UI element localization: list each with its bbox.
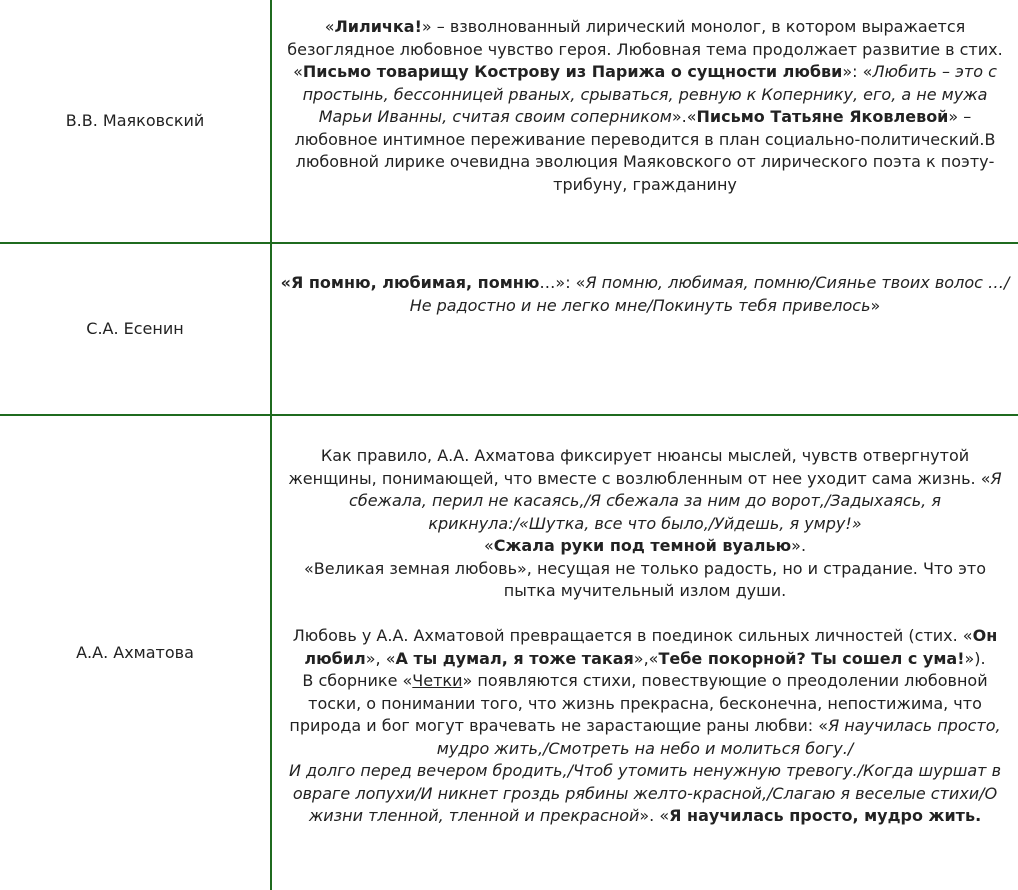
text-fragment: «: [483, 536, 494, 555]
text-fragment: «Великая земная любовь», несущая не только радость, но и страдание. Что это пытка мучительный излом души.: [303, 558, 987, 600]
quote: И долго перед вечером бродить,/Чтоб утомить ненужную тревогу./Когда шуршат в овраге лопухи/И никнет гроздь рябины желто-красной,/Слагаю я веселые стихи/О жизни тленной, тленной и прекрасной: [288, 761, 1002, 825]
work-title: Лиличка!: [334, 17, 422, 36]
text-fragment: »: «: [842, 62, 873, 81]
author-name: А.А. Ахматова: [76, 642, 194, 662]
text-fragment: В сборнике «: [302, 671, 413, 690]
work-title: Письмо товарищу Кострову из Парижа о сущности любви: [302, 62, 843, 81]
author-cell: [0, 243, 271, 415]
quote: Любить – это с простынь, бессонницей рваных, срываться, ревную к Копернику, его, а не мужа Марьи Иванны, считая своим соперником: [302, 62, 997, 126]
text-fragment: «: [324, 17, 335, 36]
paragraph-gap: [276, 603, 1014, 626]
text-fragment: ».: [791, 536, 807, 555]
quote: Я помню, любимая, помню/Сиянье твоих волос …/ Не радостно и не легко мне/Покинуть тебя привелось: [409, 273, 1010, 315]
text-fragment: » – любовное интимное переживание переводится в план социально-политический.В любовной лирике очевидна эволюция Маяковского от лирического поэта к поэту-трибуну, гражданину: [294, 107, 996, 194]
collection-link[interactable]: Четки: [412, 671, 463, 690]
author-name: В.В. Маяковский: [65, 110, 205, 130]
author-cell: [0, 0, 271, 243]
text-fragment: ».«: [671, 107, 697, 126]
text-fragment: », «: [365, 648, 396, 668]
quote: Я сбежала, перил не касаясь,/Я сбежала за ним до ворот,/Задыхаясь, я крикнула:/«Шутка, все что было,/Уйдешь, я умру!»: [349, 468, 1002, 533]
work-title: Письмо Татьяне Яковлевой: [696, 107, 949, 126]
work-title: А ты думал, я тоже такая: [395, 648, 634, 668]
author-name: С.А. Есенин: [86, 318, 184, 338]
text-fragment: Как правило, А.А. Ахматова фиксирует нюансы мыслей, чувств отвергнутой женщины, понимающей, что вместе с возлюбленным от нее уходит сама жизнь. «: [288, 446, 991, 488]
text-fragment: »).: [964, 648, 986, 668]
text-fragment: Любовь у А.А. Ахматовой превращается в поединок сильных личностей (стих. «: [292, 626, 973, 645]
text-fragment: »,«: [633, 648, 659, 668]
text-fragment: ». «: [639, 806, 670, 825]
work-title: «Я помню, любимая, помню: [280, 273, 540, 292]
content-cell: [271, 415, 1018, 890]
work-title: Я научилась просто, мудро жить.: [669, 806, 982, 825]
author-cell: [0, 415, 271, 890]
quote: Я научилась просто, мудро жить,/Смотреть на небо и молиться богу./: [436, 716, 1001, 758]
text-fragment: »: [870, 295, 881, 315]
text-fragment: » появляются стихи, повествующие о преодолении любовной тоски, о понимании того, что жизнь прекрасна, бесконечна, непостижима, что природа и бог могут врачевать не зарастающие раны любви: «: [289, 671, 988, 735]
text-fragment: » – взволнованный лирический монолог, в котором выражается безоглядное любовное чувство героя. Любовная тема продолжает развитие в стих. «: [287, 17, 1003, 81]
work-title: Сжала руки под темной вуалью: [493, 536, 792, 555]
work-title: Тебе покорной? Ты сошел с ума!: [658, 648, 965, 668]
table-row: [0, 0, 1018, 243]
content-cell: [271, 0, 1018, 243]
text-fragment: …»: «: [539, 273, 586, 292]
table-row: [0, 243, 1018, 415]
table-row: [0, 415, 1018, 890]
content-cell: [271, 243, 1018, 415]
work-title: Он любил: [304, 626, 998, 668]
